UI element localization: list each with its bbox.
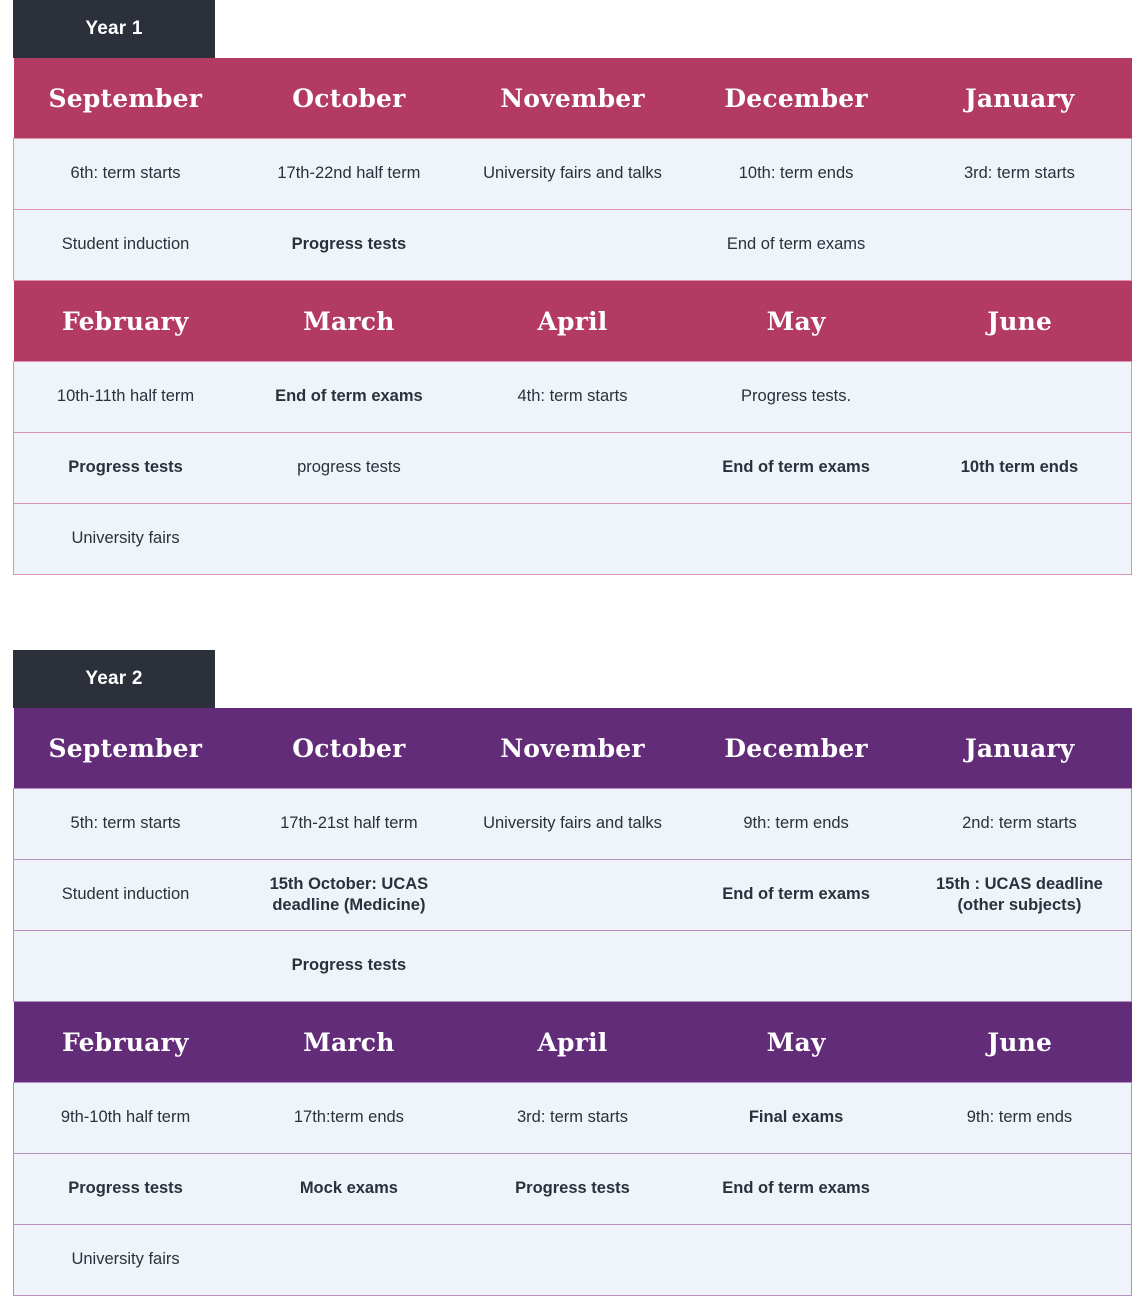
year-1-tab-label: Year 1 [85,18,143,39]
table-cell [237,504,461,575]
month-header-february: February [14,1002,238,1083]
table-row [14,504,1132,575]
table-row [14,860,1132,931]
table-cell: 10th: term ends [684,139,908,210]
table-cell [908,1154,1132,1225]
table-cell [461,1225,685,1296]
table-cell [908,1225,1132,1296]
table-cell: Final exams [684,1083,908,1154]
table-cell [461,504,685,575]
table-row [14,789,1132,860]
month-header-june: June [908,281,1132,362]
table-cell: End of term exams [684,860,908,931]
table-cell: progress tests [237,433,461,504]
table-cell: 17th:term ends [237,1083,461,1154]
year-1-spring-month-header-row [14,281,1132,362]
table-cell: End of term exams [684,433,908,504]
table-cell [684,1225,908,1296]
table-cell: Student induction [14,860,238,931]
table-cell: 4th: term starts [461,362,685,433]
table-cell [908,504,1132,575]
month-header-october: October [237,58,461,139]
month-header-november: November [461,58,685,139]
year-1-tab [13,0,215,58]
table-cell: 9th: term ends [684,789,908,860]
table-cell [14,931,238,1002]
table-cell: 10th-11th half term [14,362,238,433]
table-cell: 15th : UCAS deadline (other subjects) [908,860,1132,931]
table-cell: Progress tests [237,931,461,1002]
table-cell: Progress tests [237,210,461,281]
table-cell: Progress tests [461,1154,685,1225]
month-header-april: April [461,281,685,362]
table-cell [908,210,1132,281]
table-cell [684,504,908,575]
table-cell [461,433,685,504]
table-cell: University fairs [14,1225,238,1296]
table-cell: Progress tests. [684,362,908,433]
month-header-may: May [684,281,908,362]
table-cell [461,931,685,1002]
table-cell: 17th-21st half term [237,789,461,860]
month-header-june: June [908,1002,1132,1083]
table-cell [908,931,1132,1002]
table-cell [461,860,685,931]
table-cell: University fairs and talks [461,139,685,210]
year-2-spring-month-header-row [14,1002,1132,1083]
table-row [14,210,1132,281]
table-cell [684,931,908,1002]
month-header-october: October [237,708,461,789]
table-cell: Student induction [14,210,238,281]
table-row [14,362,1132,433]
table-cell: 9th-10th half term [14,1083,238,1154]
table-cell: 3rd: term starts [908,139,1132,210]
table-cell: End of term exams [684,1154,908,1225]
table-cell [461,210,685,281]
table-cell: End of term exams [237,362,461,433]
table-cell: University fairs and talks [461,789,685,860]
table-row [14,1083,1132,1154]
table-row [14,931,1132,1002]
year-2-autumn-month-header-row [14,708,1132,789]
month-header-march: March [237,1002,461,1083]
year-2-tab-label: Year 2 [85,668,143,689]
table-cell: 10th term ends [908,433,1132,504]
month-header-december: December [684,708,908,789]
month-header-april: April [461,1002,685,1083]
month-header-february: February [14,281,238,362]
month-header-january: January [908,58,1132,139]
month-header-november: November [461,708,685,789]
table-row [14,139,1132,210]
table-cell: 5th: term starts [14,789,238,860]
table-cell [908,362,1132,433]
month-header-september: September [14,708,238,789]
year-1-autumn-month-header-row [14,58,1132,139]
year-2-tab [13,650,215,708]
table-cell: 2nd: term starts [908,789,1132,860]
table-cell: Mock exams [237,1154,461,1225]
month-header-september: September [14,58,238,139]
month-header-january: January [908,708,1132,789]
table-cell: End of term exams [684,210,908,281]
table-cell: 3rd: term starts [461,1083,685,1154]
table-cell [237,1225,461,1296]
table-row [14,1154,1132,1225]
table-cell: 17th-22nd half term [237,139,461,210]
table-cell: Progress tests [14,433,238,504]
table-cell: 9th: term ends [908,1083,1132,1154]
year-2-term-table [13,708,1132,1296]
month-header-march: March [237,281,461,362]
table-cell: Progress tests [14,1154,238,1225]
year-1-term-table [13,58,1132,575]
table-cell: 6th: term starts [14,139,238,210]
table-row [14,433,1132,504]
table-row [14,1225,1132,1296]
table-cell: University fairs [14,504,238,575]
month-header-december: December [684,58,908,139]
month-header-may: May [684,1002,908,1083]
table-cell: 15th October: UCAS deadline (Medicine) [237,860,461,931]
